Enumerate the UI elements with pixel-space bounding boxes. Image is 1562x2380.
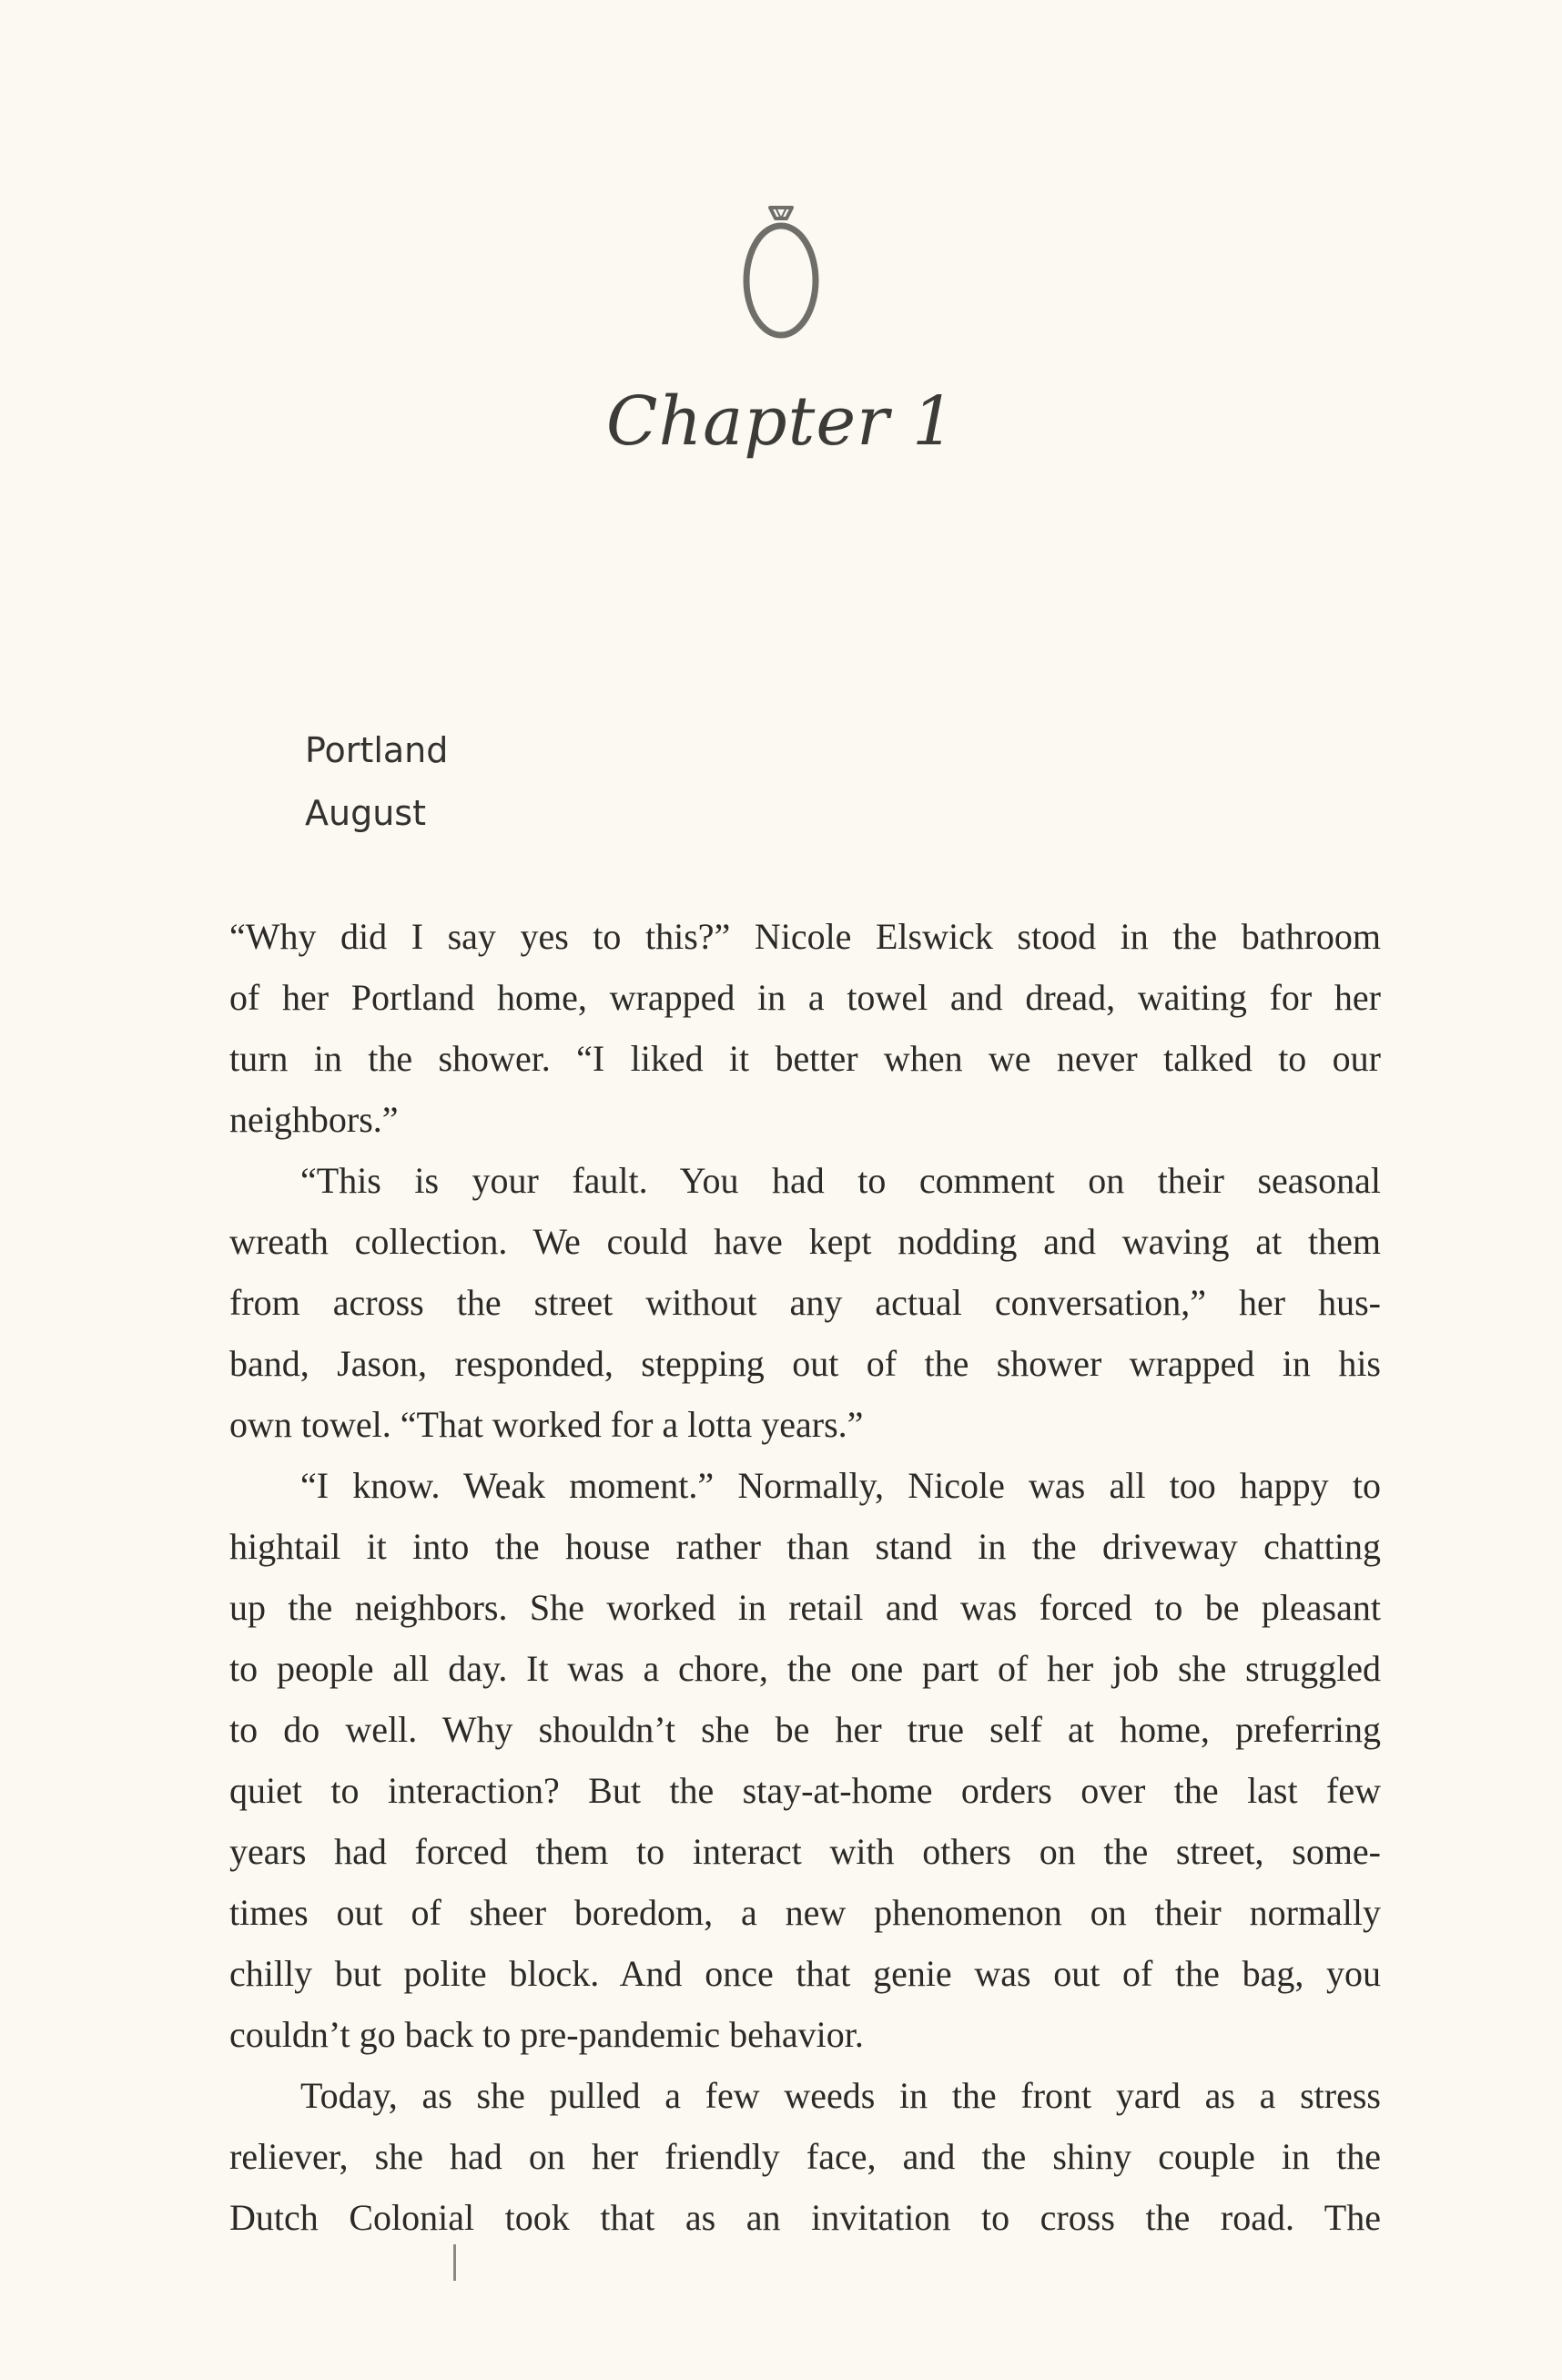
text-line: years had forced them to interact with others on the street, some- (229, 1831, 1381, 1872)
engagement-ring-icon (735, 191, 827, 351)
text-line: to people all day. It was a chore, the one part of her job she struggled (229, 1648, 1381, 1689)
scan-mark (453, 2244, 456, 2281)
text-line: reliever, she had on her friendly face, and the shiny couple in the (229, 2136, 1381, 2177)
text-line: times out of sheer boredom, a new phenomenon on their normally (229, 1892, 1381, 1933)
text-line: band, Jason, responded, stepping out of the shower wrapped in his (229, 1343, 1381, 1384)
location-city: Portland (305, 730, 449, 770)
text-line: hightail it into the house rather than stand in the driveway chatting (229, 1526, 1381, 1567)
paragraph (229, 1150, 1381, 1455)
text-line: to do well. Why shouldn’t she be her true self at home, preferring (229, 1709, 1381, 1750)
text-line: up the neighbors. She worked in retail and was forced to be pleasant (229, 1587, 1381, 1628)
text-line: Dutch Colonial took that as an invitation to cross the road. The (229, 2197, 1381, 2238)
text-line: Today, as she pulled a few weeds in the front yard as a stress (300, 2075, 1381, 2116)
text-line: own towel. “That worked for a lotta years.” (229, 1404, 864, 1445)
text-line: couldn’t go back to pre-pandemic behavior. (229, 2014, 864, 2055)
paragraph (229, 906, 1381, 1150)
paragraph (229, 2065, 1381, 2248)
text-line: “Why did I say yes to this?” Nicole Elswick stood in the bathroom (229, 916, 1381, 957)
text-line: wreath collection. We could have kept nodding and waving at them (229, 1221, 1381, 1262)
text-line: from across the street without any actual conversation,” her hus- (229, 1282, 1381, 1323)
text-line: neighbors.” (229, 1099, 399, 1140)
text-line: of her Portland home, wrapped in a towel and dread, waiting for her (229, 977, 1381, 1018)
text-line: turn in the shower. “I liked it better when we never talked to our (229, 1038, 1381, 1079)
text-line: quiet to interaction? But the stay-at-home orders over the last few (229, 1770, 1381, 1811)
chapter-body (229, 906, 1381, 2248)
chapter-heading: Chapter 1 (605, 382, 957, 461)
text-line: chilly but polite block. And once that genie was out of the bag, you (229, 1953, 1381, 1994)
text-line: “This is your fault. You had to comment on their seasonal (300, 1160, 1381, 1201)
paragraph (229, 1455, 1381, 2065)
location-block (305, 719, 448, 845)
location-month: August (305, 793, 426, 833)
text-line: “I know. Weak moment.” Normally, Nicole was all too happy to (300, 1465, 1381, 1506)
